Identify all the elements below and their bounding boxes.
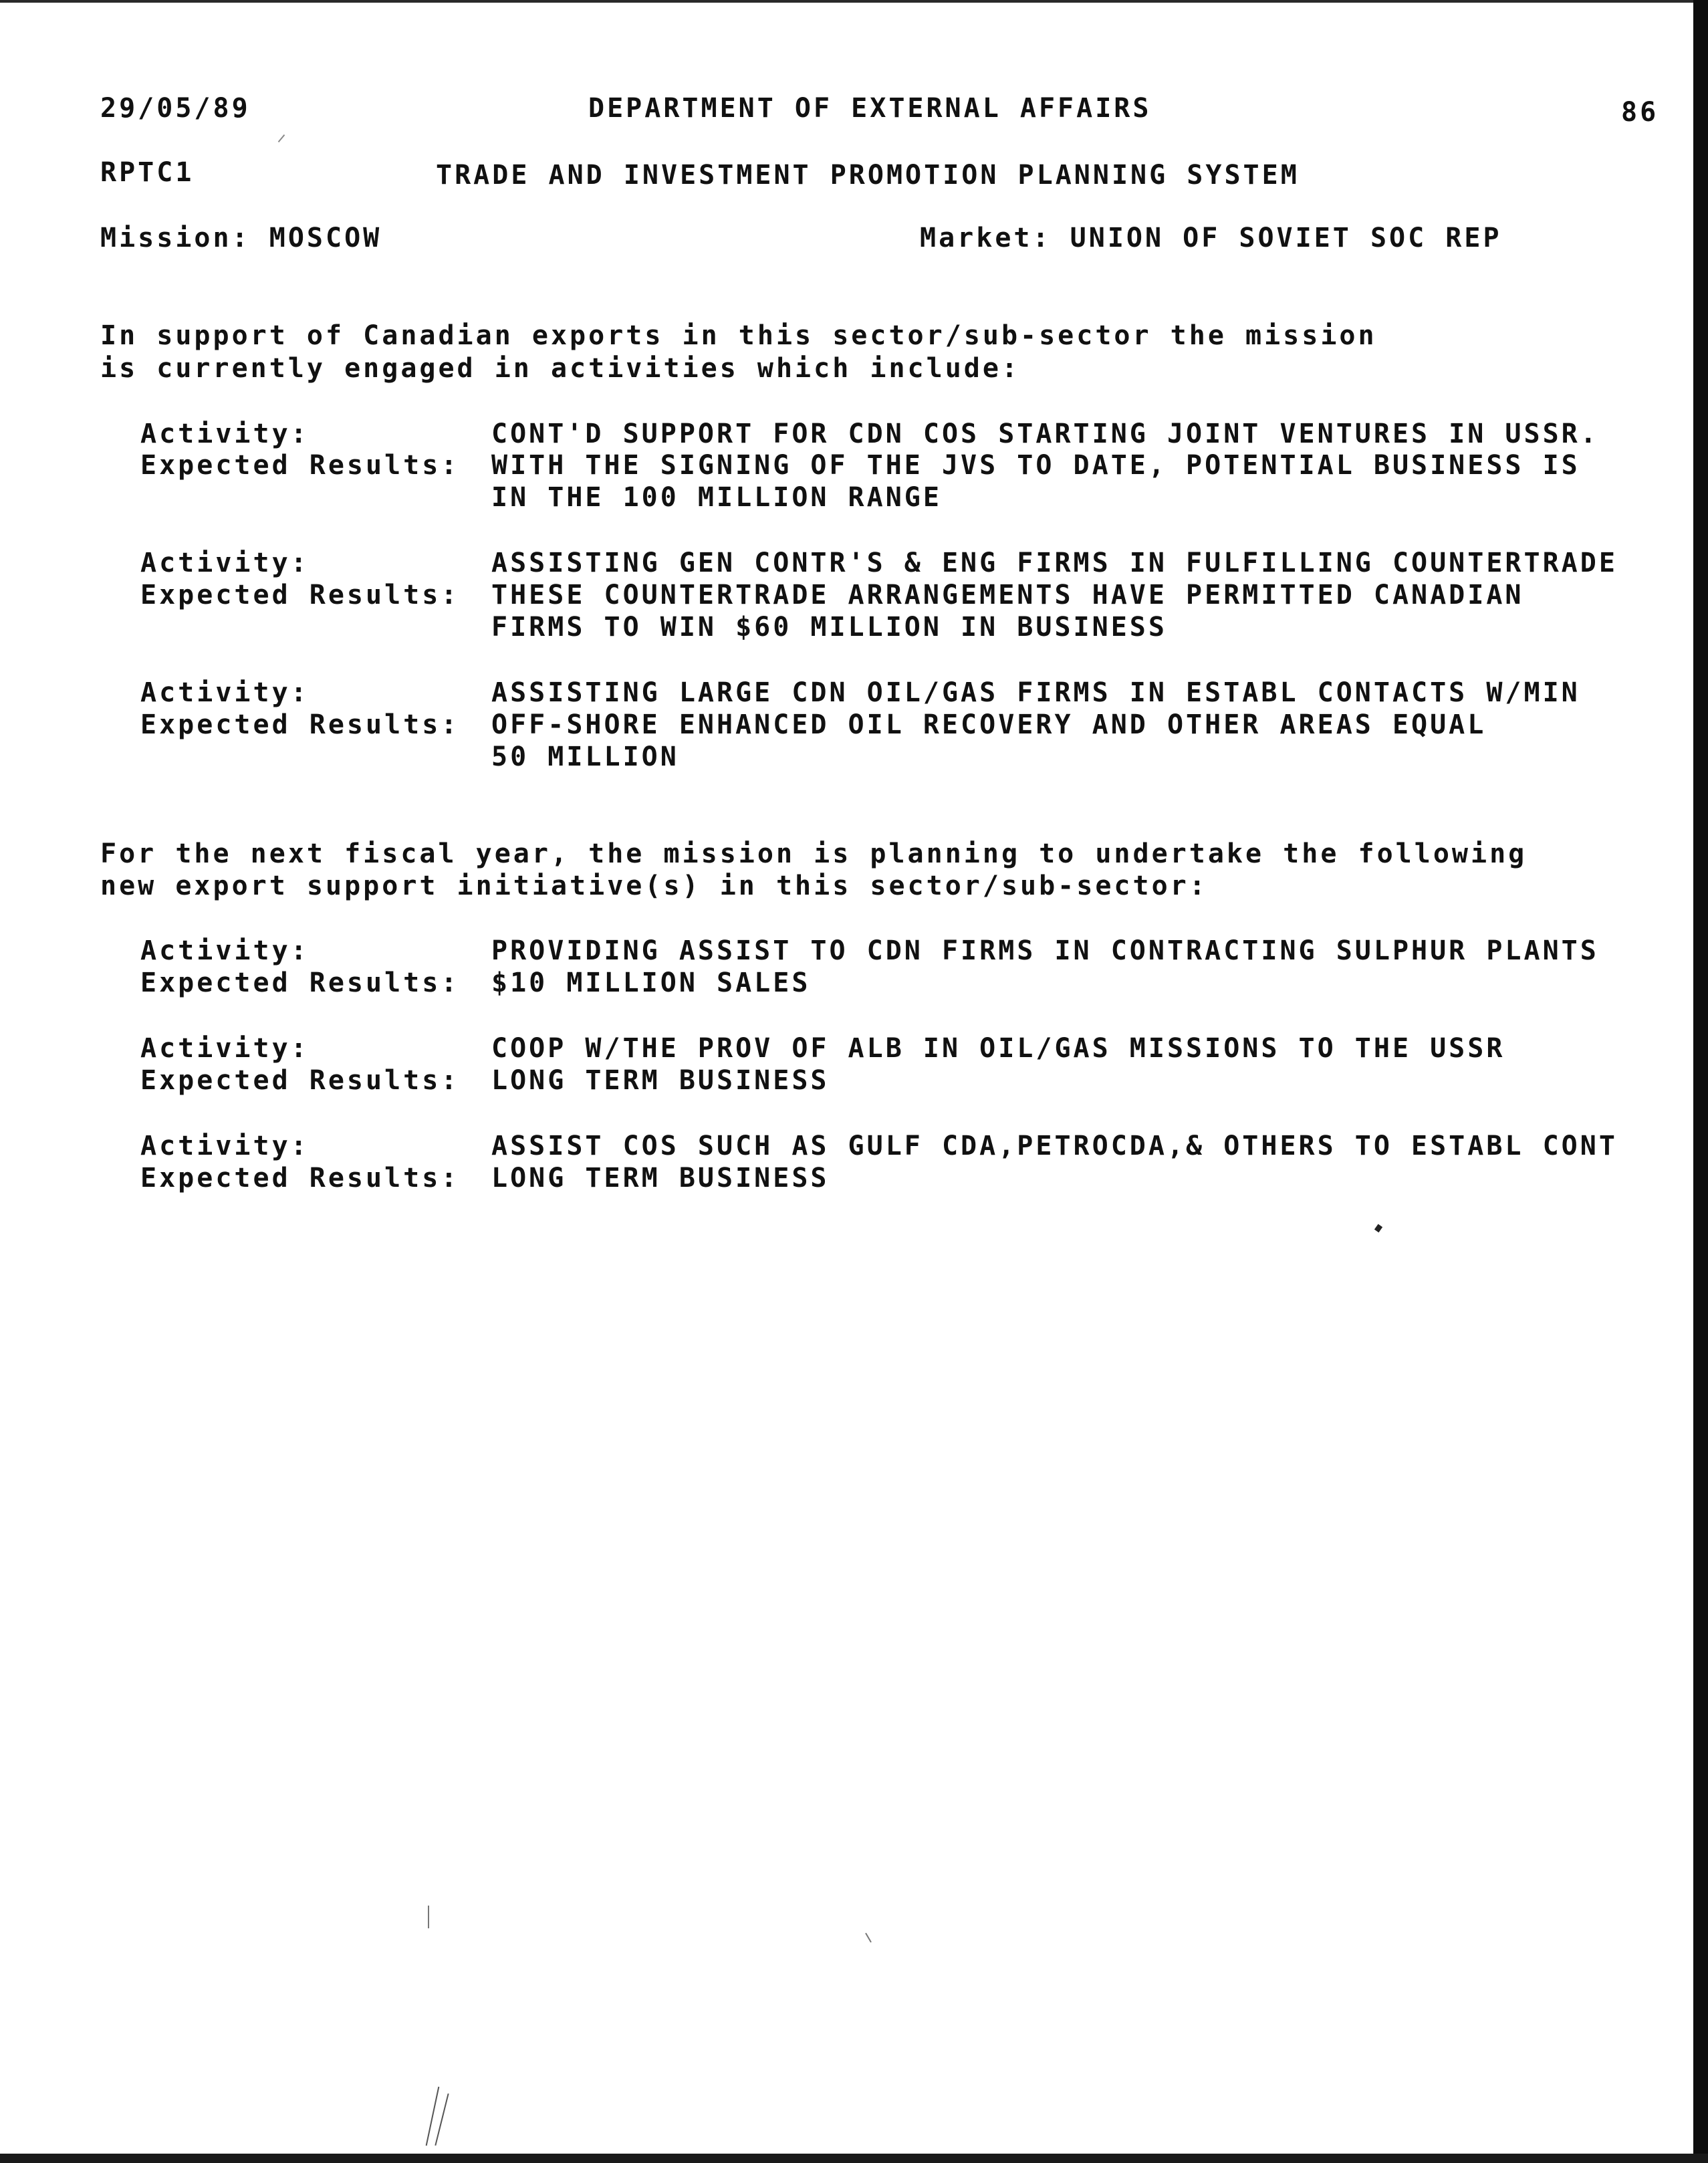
- expected-results-text: WITH THE SIGNING OF THE JVS TO DATE, POTENTIAL BUSINESS IS: [491, 450, 1580, 481]
- planned-intro-line1: For the next fiscal year, the mission is planning to undertake the following: [100, 838, 1528, 869]
- scan-stroke: [428, 1906, 429, 1928]
- scan-edge-bottom: [0, 2154, 1708, 2163]
- current-intro-line1: In support of Canadian exports in this sector/sub-sector the mission: [100, 320, 1377, 351]
- expected-results-label: Expected Results:: [140, 1065, 460, 1096]
- activity-text: COOP W/THE PROV OF ALB IN OIL/GAS MISSIONS TO THE USSR: [491, 1033, 1505, 1064]
- scan-edge-top: [0, 0, 1708, 3]
- expected-results-text: FIRMS TO WIN $60 MILLION IN BUSINESS: [491, 612, 1167, 643]
- report-date: 29/05/89: [100, 93, 251, 124]
- activity-text: ASSIST COS SUCH AS GULF CDA,PETROCDA,& OTHERS TO ESTABL CONT: [491, 1131, 1618, 1161]
- expected-results-text: IN THE 100 MILLION RANGE: [491, 482, 942, 513]
- activity-label: Activity:: [140, 1131, 310, 1161]
- system-title: TRADE AND INVESTMENT PROMOTION PLANNING SYSTEM: [436, 160, 1300, 191]
- expected-results-text: OFF-SHORE ENHANCED OIL RECOVERY AND OTHER AREAS EQUAL: [491, 709, 1487, 740]
- activity-label: Activity:: [140, 1033, 310, 1064]
- activity-text: PROVIDING ASSIST TO CDN FIRMS IN CONTRACTING SULPHUR PLANTS: [491, 935, 1599, 966]
- page-number: 86: [1621, 97, 1659, 128]
- activity-text: CONT'D SUPPORT FOR CDN COS STARTING JOINT VENTURES IN USSR.: [491, 419, 1599, 449]
- scan-stroke: [435, 2093, 449, 2146]
- expected-results-label: Expected Results:: [140, 709, 460, 740]
- scan-speck: [865, 1933, 872, 1943]
- expected-results-label: Expected Results:: [140, 967, 460, 998]
- activity-text: ASSISTING GEN CONTR'S & ENG FIRMS IN FULFILLING COUNTERTRADE: [491, 548, 1618, 578]
- department-title: DEPARTMENT OF EXTERNAL AFFAIRS: [588, 93, 1152, 124]
- expected-results-label: Expected Results:: [140, 1163, 460, 1193]
- report-code: RPTC1: [100, 157, 195, 188]
- planned-intro-line2: new export support initiative(s) in this sector/sub-sector:: [100, 871, 1208, 901]
- expected-results-text: THESE COUNTERTRADE ARRANGEMENTS HAVE PERMITTED CANADIAN: [491, 580, 1524, 610]
- mission-label: Mission: MOSCOW: [100, 223, 382, 253]
- current-intro-line2: is currently engaged in activities which include:: [100, 353, 1021, 384]
- market-label: Market: UNION OF SOVIET SOC REP: [920, 223, 1502, 253]
- scan-speck: [1374, 1224, 1382, 1233]
- expected-results-label: Expected Results:: [140, 580, 460, 610]
- expected-results-text: $10 MILLION SALES: [491, 967, 811, 998]
- scan-speck: [278, 134, 285, 142]
- activity-label: Activity:: [140, 548, 310, 578]
- activity-label: Activity:: [140, 677, 310, 708]
- activity-label: Activity:: [140, 419, 310, 449]
- activity-label: Activity:: [140, 935, 310, 966]
- expected-results-text: LONG TERM BUSINESS: [491, 1065, 830, 1096]
- activity-text: ASSISTING LARGE CDN OIL/GAS FIRMS IN ESTABL CONTACTS W/MIN: [491, 677, 1580, 708]
- expected-results-text: 50 MILLION: [491, 742, 679, 772]
- scan-edge-right: [1693, 0, 1708, 2163]
- expected-results-label: Expected Results:: [140, 450, 460, 481]
- expected-results-text: LONG TERM BUSINESS: [491, 1163, 830, 1193]
